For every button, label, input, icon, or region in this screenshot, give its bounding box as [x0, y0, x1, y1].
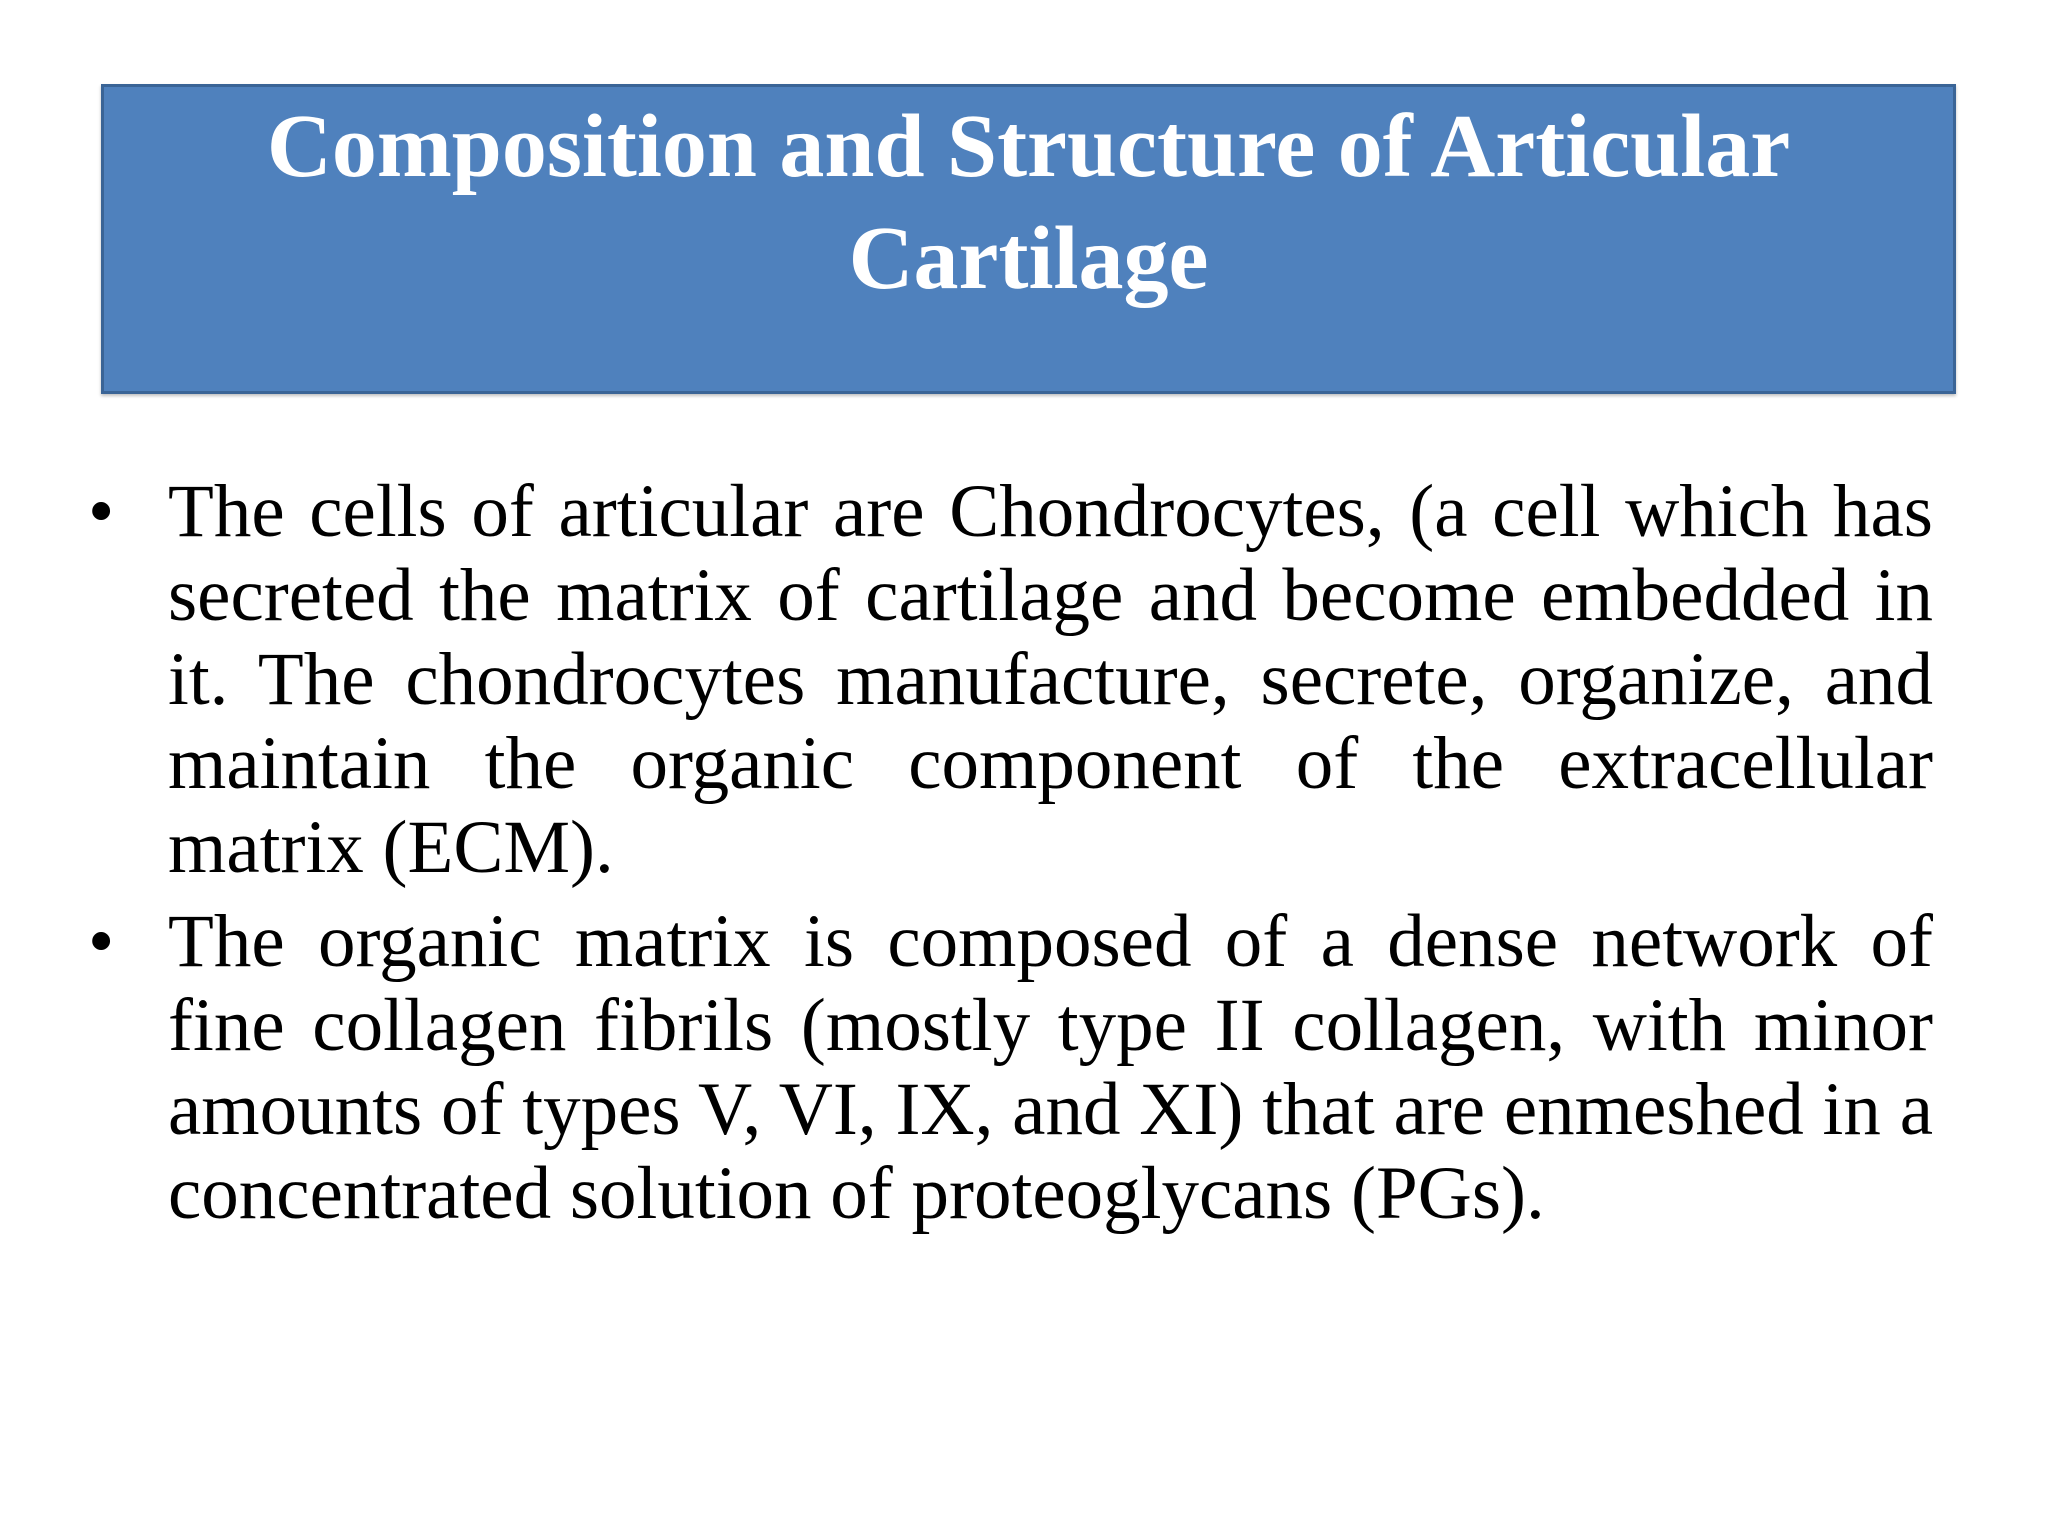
bullet-text: The organic matrix is composed of a dense network of fine collagen fibrils (mostly type II collagen, with minor amounts of types V, VI, IX, and XI) that are enmeshed in a concentrated solution of proteoglycans (PGs).: [168, 900, 1933, 1235]
bullet-item-chondrocytes: [88, 470, 1933, 890]
slide-title-line-2: Cartilage: [848, 209, 1209, 308]
bullet-list: [88, 470, 1933, 1246]
bullet-dot-icon: •: [88, 470, 115, 553]
bullet-dot-icon: •: [88, 900, 115, 983]
title-banner: [101, 84, 1956, 394]
bullet-text: The cells of articular are Chondrocytes, (a cell which has secreted the matrix of cartilage and become embedded in it. The chondrocytes manufacture, secrete, organize, and maintain the organic component of the extracellular matrix (ECM).: [168, 470, 1933, 889]
bullet-item-organic-matrix: [88, 900, 1933, 1236]
slide-title: [104, 87, 1953, 315]
slide-title-line-1: Composition and Structure of Articular: [266, 97, 1791, 196]
